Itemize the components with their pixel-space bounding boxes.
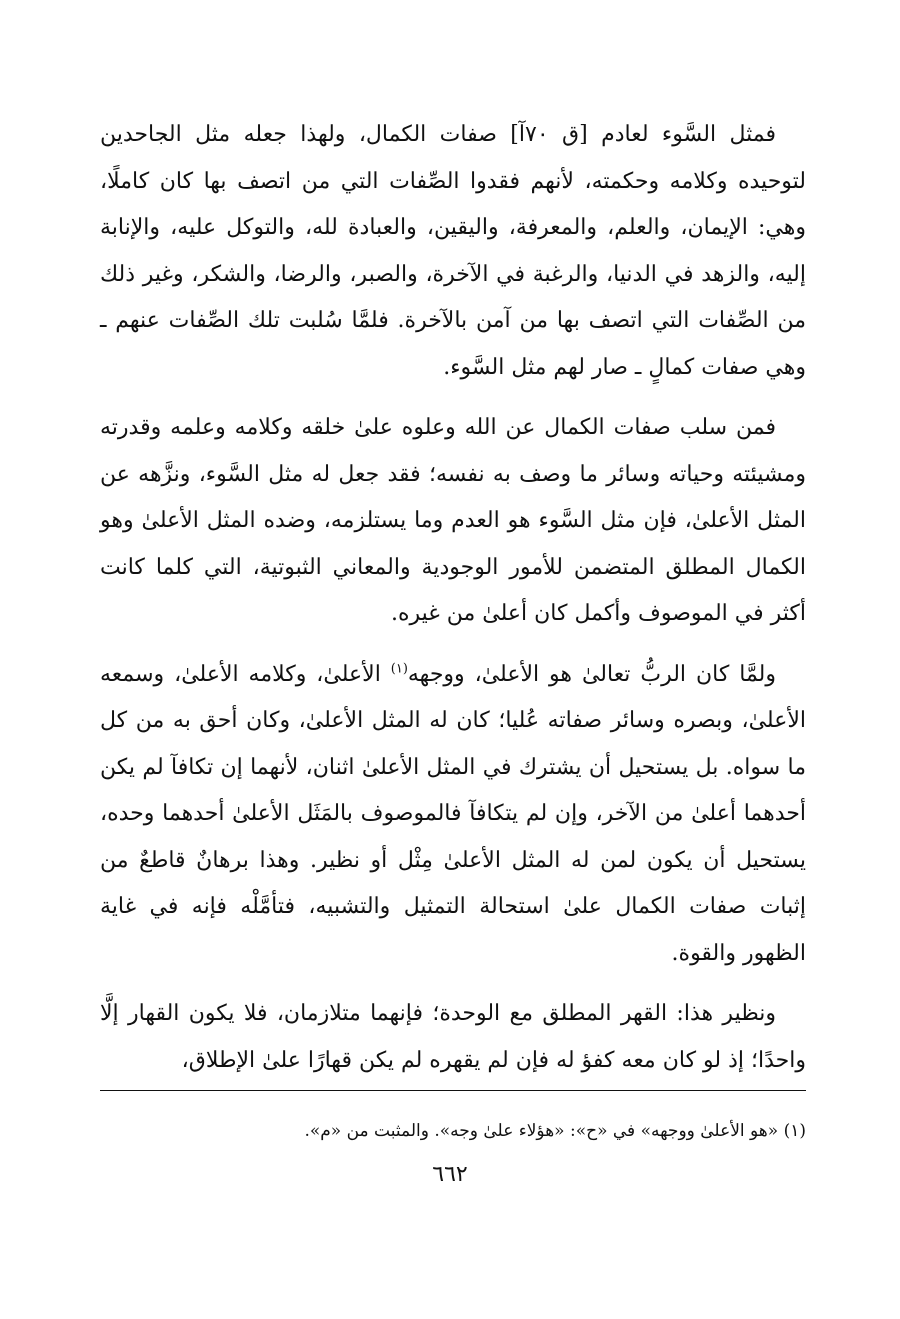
paragraph-3	[100, 652, 806, 978]
footnote: (١) «هو الأعلىٰ ووجهه» في «ح»: «هؤلاء علىٰ وجه». والمثبت من «م».	[304, 1121, 806, 1141]
paragraph-2: فمن سلب صفات الكمال عن الله وعلوه علىٰ خلقه وكلامه وعلمه وقدرته ومشيئته وحياته وسائر ما وصف به نفسه؛ فقد جعل له مثل السَّوء، ونزَّهه عن المثل الأعلىٰ، فإن مثل السَّوء هو العدم وما يستلزمه، وضده المثل الأعلىٰ وهو الكمال المطلق المتضمن للأمور الوجودية والمعاني الثبوتية، التي كلما كانت أكثر في الموصوف وأكمل كان أعلىٰ من غيره.	[100, 415, 806, 626]
paragraph-3-part-2: الأعلىٰ، وكلامه الأعلىٰ، وسمعه الأعلىٰ، وبصره وسائر صفاته عُليا؛ كان له المثل الأعلىٰ، وكان أحق به من كل ما سواه. بل يستحيل أن يشترك في المثل الأعلىٰ اثنان، لأنهما إن تكافآ لم يكن أحدهما أعلىٰ من الآخر، وإن لم يتكافآ فالموصوف بالمَثَل الأعلىٰ أحدهما وحده، يستحيل أن يكون لمن له المثل الأعلىٰ مِثْل أو نظير.	[100, 661, 807, 873]
paragraph-1: فمثل السَّوء لعادم [ق ٧٠آ] صفات الكمال، ولهذا جعله مثل الجاحدين لتوحيده وكلامه وحكمته، لأنهم فقدوا الصِّفات التي من اتصف بها كان كاملًا، وهي: الإيمان، والعلم، والمعرفة، واليقين، والعبادة لله، والتوكل عليه، والإنابة إليه، والزهد في الدنيا، والرغبة في الآخرة، والصبر، والرضا، والشكر، وغير ذلك من الصِّفات التي اتصف بها من آمن بالآخرة. فلمَّا سُلبت تلك الصِّفات عنهم ـ وهي صفات كمالٍ ـ صار لهم مثل السَّوء.	[100, 122, 806, 380]
page-number: ٦٦٢	[432, 1162, 468, 1187]
paragraph-3-part-3: وهذا برهانٌ قاطعٌ من إثبات صفات الكمال علىٰ استحالة التمثيل والتشبيه، فتأمَّلْه فإنه في غاية الظهور والقوة.	[100, 847, 806, 966]
paragraph-4: ونظير هذا: القهر المطلق مع الوحدة؛ فإنهما متلازمان، فلا يكون القهار إلَّا واحدًا؛ إذ لو كان معه كفؤ له فإن لم يقهره لم يكن قهارًا علىٰ الإطلاق،	[100, 1001, 806, 1073]
page-body	[100, 112, 806, 1098]
footnote-reference[interactable]: (١)	[390, 661, 408, 677]
footnote-divider	[100, 1090, 806, 1091]
paragraph-3-part-1: ولمَّا كان الربُّ تعالىٰ هو الأعلىٰ، ووجهه	[407, 661, 776, 687]
